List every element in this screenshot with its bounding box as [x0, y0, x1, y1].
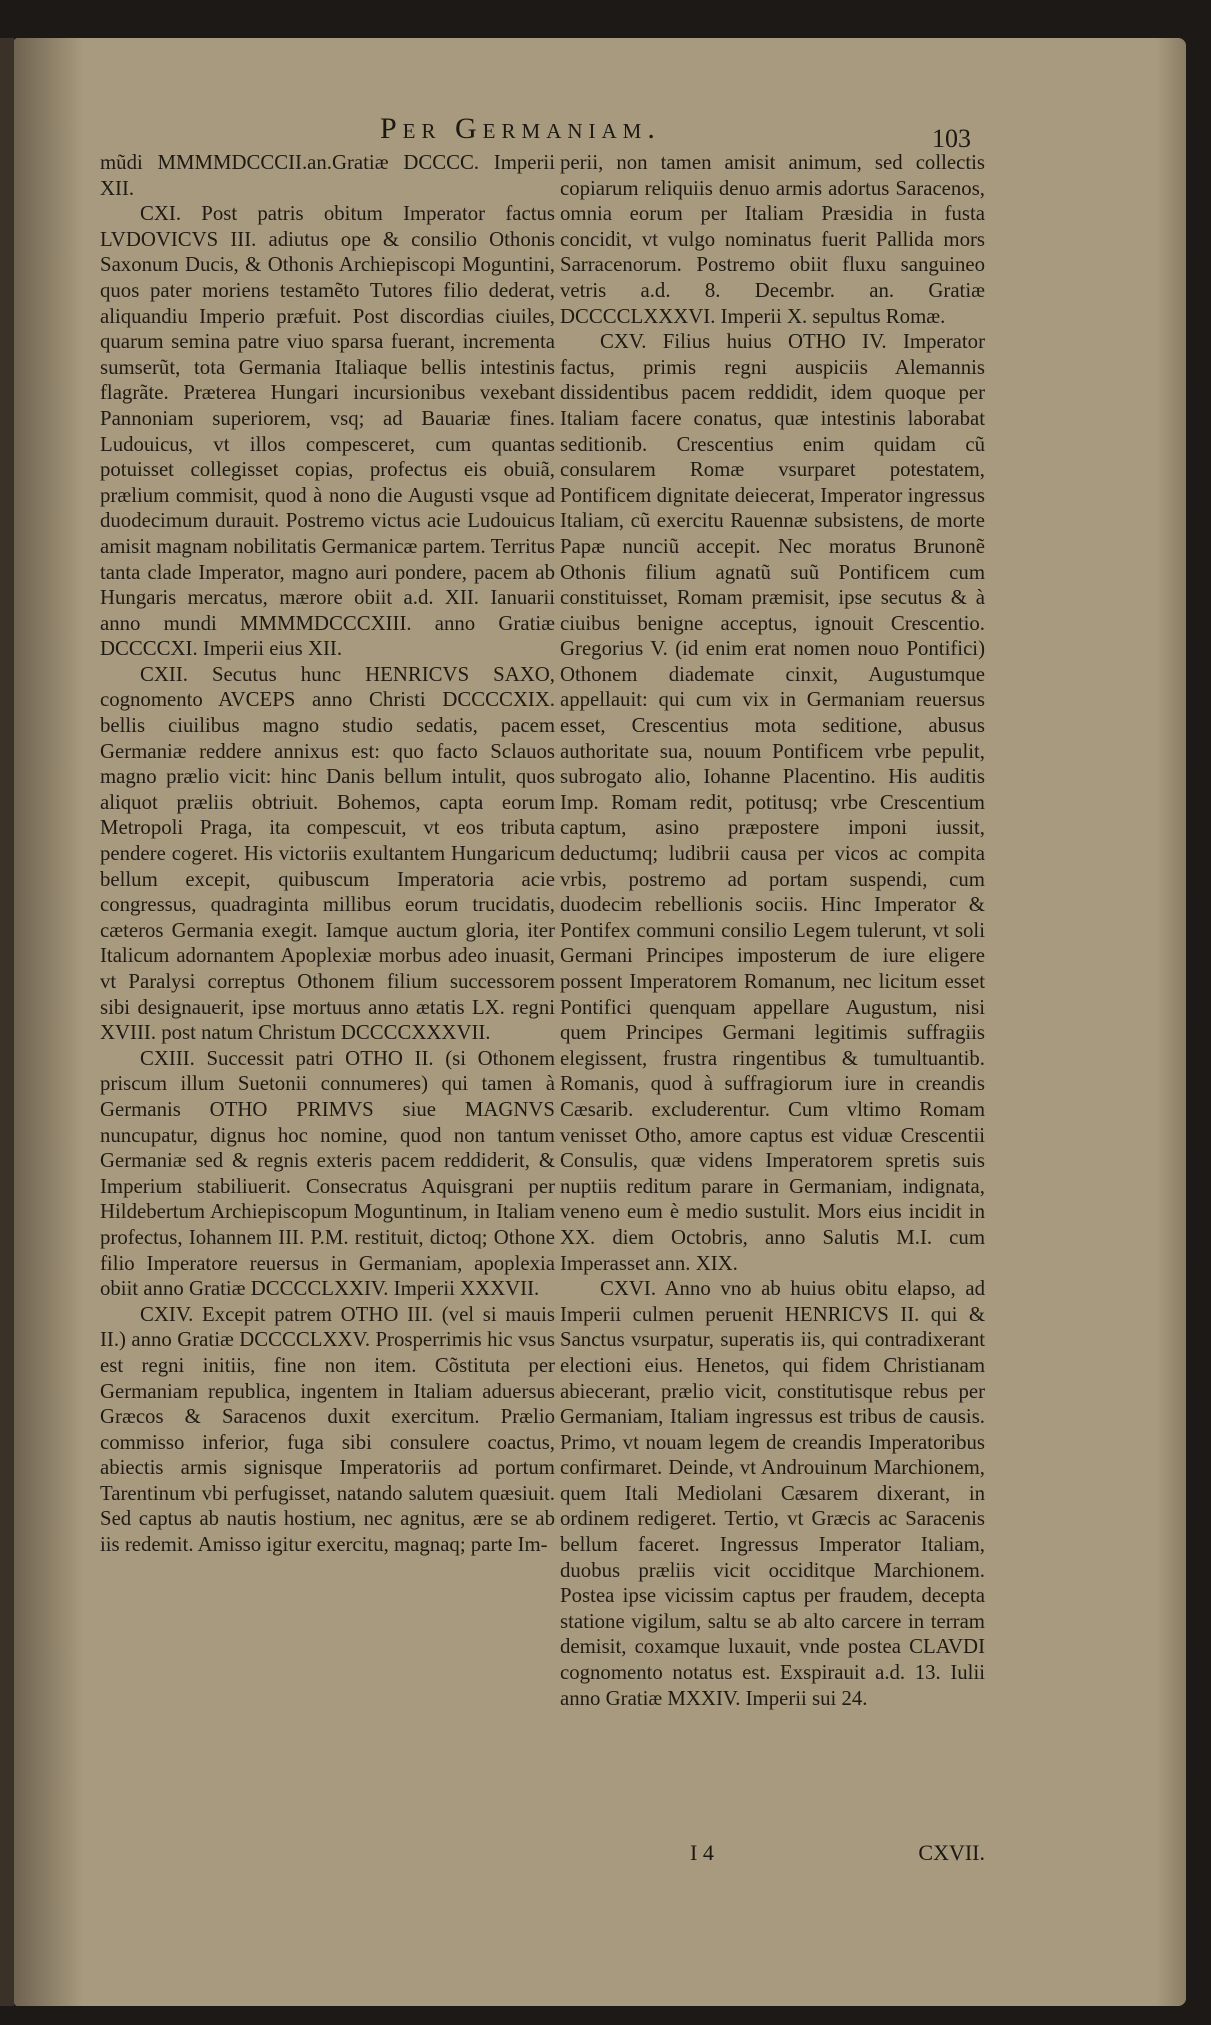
paragraph: CXVI. Anno vno ab huius obitu elapso, ad Imperii culmen peruenit HENRICVS II. qui & Sanctus vsurpatur, superatis iis, qui contradixerant electioni eius. Henetos, qui fidem Christianam abiecerant, prælio vicit, constitutisque rebus per Germaniam, Italiam ingressus est tribus de causis. Primo, vt nouam legem de creandis Imperatoribus confirmaret. Deinde, vt Androuinum Marchionem, quem Itali Mediolani Cæsarem dixerant, in ordinem redigeret. Tertio, vt Græcis ac Saracenis bellum faceret. Ingressus Imperator Italiam, duobus præliis vicit occiditque Marchionem. Postea ipse vicissim captus per fraudem, decepta statione vigilum, saltu se ab alto carcere in terram demisit, coxamque luxauit, vnde postea CLAVDI cognomento notatus est. Exspirauit a.d. 13. Iulii anno Gratiæ MXXIV. Imperii sui 24. [560, 1277, 985, 1710]
paragraph: perii, non tamen amisit animum, sed collectis copiarum reliquiis denuo armis adortus Saracenos, omnia eorum per Italiam Præsidia in fusta concidit, vt vulgo nominatus fuerit Pallida mors Sarracenorum. Postremo obiit fluxu sanguineo vetris a.d. 8. Decembr. an. Gratiæ DCCCCLXXXVI. Imperii X. sepultus Romæ. [560, 151, 985, 328]
page-shadow-left [14, 38, 84, 2006]
paragraph: CXII. Secutus hunc HENRICVS SAXO, cognomento AVCEPS anno Christi DCCCCXIX. bellis ciuilibus magno studio sedatis, pacem Germaniæ reddere annixus est: quo facto Sclauos magno prælio vicit: hinc Danis bellum intulit, quos aliquot præliis obtriuit. Bohemos, capta eorum Metropoli Praga, ita compescuit, vt eos tributa pendere cogeret. His victoriis exultantem Hungaricum bellum excepit, quibuscum Imperatoria acie congressus, quadraginta millibus eorum trucidatis, cæteros Germania exegit. Iamque auctum gloria, iter Italicum adornantem Apoplexiæ morbus adeo inuasit, vt Paralysi correptus Othonem filium successorem sibi designauerit, ipse mortuus anno ætatis LX. regni XVIII. post natum Christum DCCCCXXXVII. [100, 662, 555, 1045]
page-shadow-right [1156, 38, 1186, 2006]
paragraph: CXIV. Excepit patrem OTHO III. (vel si mauis II.) anno Gratiæ DCCCCLXXV. Prosperrimis hic vsus est regni initiis, fine non item. Cõstituta per Germaniam republica, ingentem in Italiam aduersus Græcos & Saracenos duxit exercitum. Prælio commisso inferior, fuga sibi consulere coactus, abiectis armis signisque Imperatoriis ad portum Tarentinum vbi perfugisset, natando salutem quæsiuit. Sed captus ab nautis hostium, nec agnitus, ære se ab iis redemit. Amisso igitur exercitu, magnaq; parte Im- [100, 1302, 555, 1557]
paragraph: CXI. Post patris obitum Imperator factus LVDOVICVS III. adiutus ope & consilio Othonis Saxonum Ducis, & Othonis Archiepiscopi Moguntini, quos pater moriens testamẽto Tutores filio dederat, aliquandiu Imperio præfuit. Post discordias ciuiles, quarum semina patre viuo sparsa fuerant, incrementa sumserũt, tota Germania Italiaque bellis intestinis flagrãte. Præterea Hungari incursionibus vexebant Pannoniam superiorem, vsq; ad Bauariæ fines. Ludouicus, vt illos compesceret, cum quantas potuisset collegisset copias, profectus eis obuiã, prælium commisit, quod à nono die Augusti vsque ad duodecimum durauit. Postremo victus acie Ludouicus amisit magnam nobilitatis Germanicæ partem. Territus tanta clade Imperator, magno auri pondere, pacem ab Hungaris mercatus, mærore obiit a.d. XII. Ianuarii anno mundi MMMMDCCCXIII. anno Gratiæ DCCCCXI. Imperii eius XII. [100, 202, 555, 661]
running-title: Per Germaniam. [380, 112, 661, 145]
page-number: 103 [932, 124, 971, 153]
paragraph: CXIII. Successit patri OTHO II. (si Othonem priscum illum Suetonii connumeres) qui tamen à Germanis OTHO PRIMVS siue MAGNVS nuncupatur, dignus hoc nomine, quod non tantum Germaniæ sed & regnis exteris pacem reddiderit, & Imperium stabiliuerit. Consecratus Aquisgrani per Hildebertum Archiepiscopum Moguntinum, in Italiam profectus, Iohannem III. P.M. restituit, dictoq; Othone filio Imperatore reuersus in Germaniam, apoplexia obiit anno Gratiæ DCCCCLXXIV. Imperii XXXVII. [100, 1046, 555, 1301]
signature-mark: I 4 [690, 1840, 714, 1865]
paragraph: mũdi MMMMDCCCII.an.Gratiæ DCCCC. Imperii XII. [100, 151, 555, 200]
left-column [100, 150, 555, 1558]
paragraph: CXV. Filius huius OTHO IV. Imperator factus, primis regni auspiciis Alemannis dissidentibus pacem reddidit, idem quoque per Italiam facere conatus, quæ intestinis laborabat seditionib. Crescentius enim quidam cũ consularem Romæ vsurparet potestatem, Pontificem dignitate deiecerat, Imperator ingressus Italiam, cũ exercitu Rauennæ subsistens, de morte Papæ nunciũ accepit. Nec moratus Brunonẽ Othonis filium agnatũ suũ Pontificem cum constituisset, Romam præmisit, ipse secutus & à ciuibus benigne acceptus, ignouit Crescentio. Gregorius V. (id enim erat nomen nouo Pontifici) Othonem diademate cinxit, Augustumque appellauit: qui cum vix in Germaniam reuersus esset, Crescentius mota seditione, abusus authoritate sua, nouum Pontificem vrbe pepulit, subrogato alio, Iohanne Placentino. His auditis Imp. Romam redit, potitusq; vrbe Crescentium captum, asino præpostere imponi iussit, deductumq; ludibrii causa per vicos ac compita vrbis, postremo ad portam suspendi, cum duodecim rebellionis sociis. Hinc Imperator & Pontifex communi consilio Legem tulerunt, vt soli Germani Principes imposterum de iure eligere possent Imperatorem Romanum, nec licitum esset Pontifici quenquam appellare Augustum, nisi quem Principes Germani legitimis suffragiis elegissent, frustra ringentibus & tumultuantib. Romanis, quod à suffragiorum iure in creandis Cæsarib. excluderentur. Cum vltimo Romam venisset Otho, amore captus est viduæ Crescentii Consulis, quæ videns Imperatorem spretis suis nuptiis reditum parare in Germaniam, indignata, veneno eum è medio sustulit. Mors eius incidit in XX. diem Octobris, anno Salutis M.I. cum Imperasset ann. XIX. [560, 330, 985, 1275]
right-column [560, 150, 985, 1711]
binding-gutter [0, 38, 14, 2006]
catchword: CXVII. [918, 1840, 985, 1865]
